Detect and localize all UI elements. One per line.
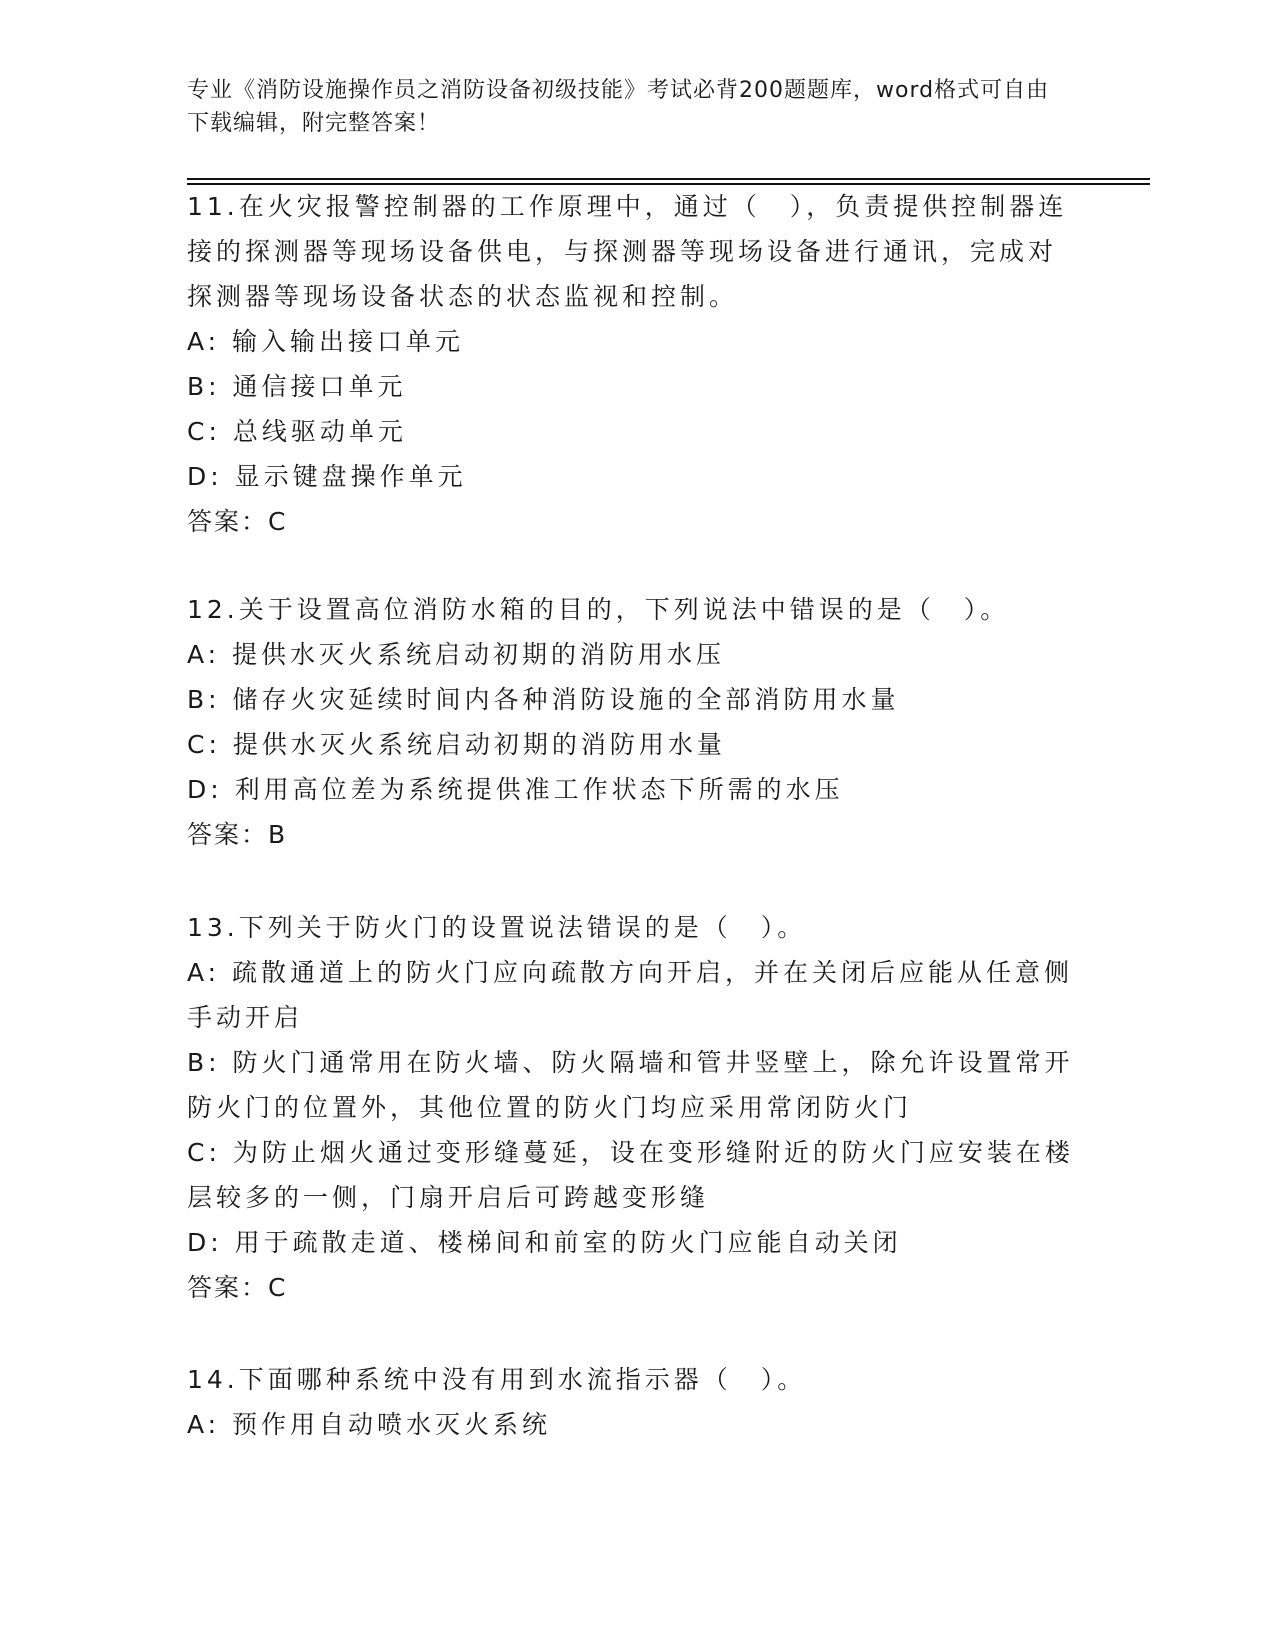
answer: 答案：B (187, 820, 288, 849)
option-b: B: 通信接口单元 (187, 372, 407, 401)
question-stem: 13.下列关于防火门的设置说法错误的是（ ）。 (187, 913, 807, 942)
option-c: C: 为防止烟火通过变形缝蔓延，设在变形缝附近的防火门应安装在楼层较多的一侧，门扇开启后可跨越变形缝 (187, 1138, 1074, 1212)
question-11 (187, 184, 1077, 544)
option-d: D: 利用高位差为系统提供准工作状态下所需的水压 (187, 775, 844, 804)
option-a: A: 输入输出接口单元 (187, 327, 465, 356)
option-b: B: 防火门通常用在防火墙、防火隔墙和管井竖壁上，除允许设置常开防火门的位置外，其他位置的防火门均应采用常闭防火门 (187, 1048, 1074, 1122)
question-stem: 12.关于设置高位消防水箱的目的，下列说法中错误的是（ ）。 (187, 595, 1010, 624)
option-a: A: 疏散通道上的防火门应向疏散方向开启，并在关闭后应能从任意侧手动开启 (187, 958, 1074, 1032)
option-d: D: 用于疏散走道、楼梯间和前室的防火门应能自动关闭 (187, 1228, 902, 1257)
question-stem: 11.在火灾报警控制器的工作原理中，通过（ ），负责提供控制器连接的探测器等现场设备供电，与探测器等现场设备进行通讯，完成对探测器等现场设备状态的状态监视和控制。 (187, 192, 1068, 311)
option-b: B: 储存火灾延续时间内各种消防设施的全部消防用水量 (187, 685, 900, 714)
option-c: C: 总线驱动单元 (187, 417, 407, 446)
answer: 答案：C (187, 507, 288, 536)
option-a: A: 预作用自动喷水灭火系统 (187, 1410, 552, 1439)
header-divider-top (187, 178, 1150, 180)
option-c: C: 提供水灭火系统启动初期的消防用水量 (187, 730, 726, 759)
question-13 (187, 905, 1077, 1310)
document-header: 专业《消防设施操作员之消防设备初级技能》考试必背200题题库，word格式可自由下载编辑，附完整答案！ (187, 78, 1050, 136)
question-12 (187, 587, 1077, 857)
question-stem: 14.下面哪种系统中没有用到水流指示器（ ）。 (187, 1365, 807, 1394)
option-a: A: 提供水灭火系统启动初期的消防用水压 (187, 640, 726, 669)
question-14 (187, 1357, 1077, 1447)
answer: 答案：C (187, 1273, 288, 1302)
option-d: D: 显示键盘操作单元 (187, 462, 467, 491)
